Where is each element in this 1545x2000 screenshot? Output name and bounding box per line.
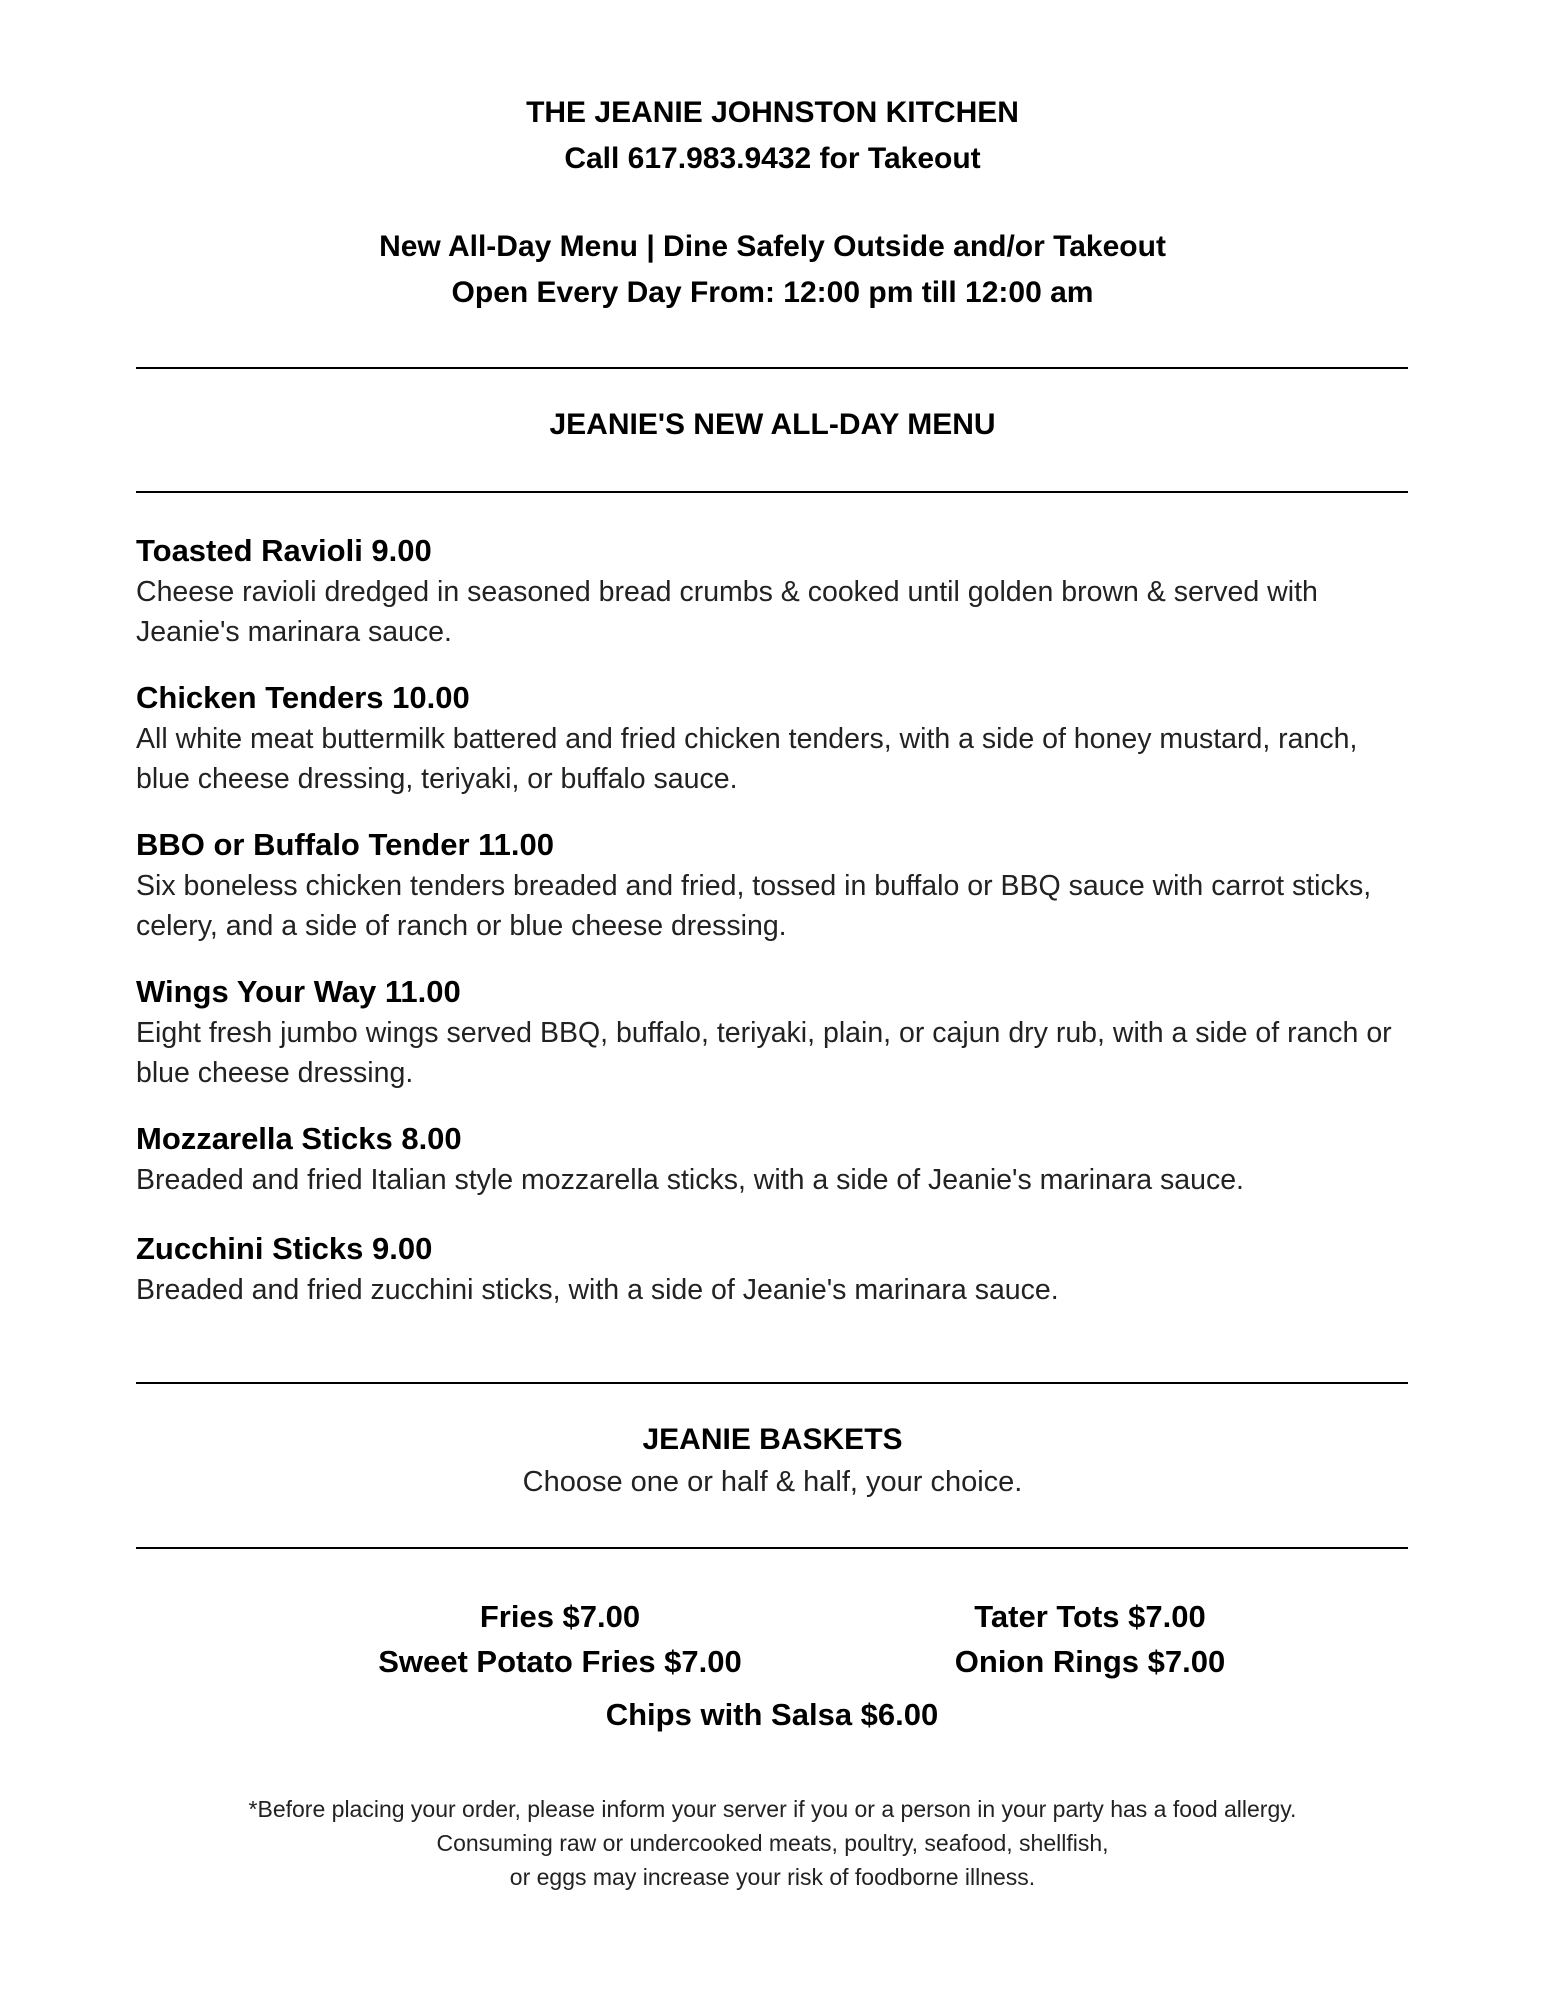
disclaimer-line: or eggs may increase your risk of foodborne illness.	[509, 1864, 1036, 1890]
menu-item-description: Cheese ravioli dredged in seasoned bread crumbs & cooked until golden brown & served with Jeanie's marinara sauce.	[136, 576, 1318, 648]
menu-item-name: BBO or Buffalo Tender 11.00	[136, 827, 555, 862]
menu-item-description: Breaded and fried Italian style mozzarella sticks, with a side of Jeanie's marinara sauce.	[136, 1164, 1244, 1196]
basket-fries: Fries $7.00	[479, 1599, 641, 1634]
disclaimer-line: *Before placing your order, please inform your server if you or a person in your party has a food allergy.	[248, 1796, 1297, 1822]
baskets-title: JEANIE BASKETS	[642, 1423, 903, 1456]
menu-item-name: Toasted Ravioli 9.00	[136, 533, 432, 568]
menu-item	[136, 1118, 1411, 1200]
divider	[136, 1547, 1408, 1549]
menu-item	[136, 1228, 1411, 1310]
restaurant-name: THE JEANIE JOHNSTON KITCHEN	[526, 96, 1019, 129]
disclaimer-line: Consuming raw or undercooked meats, poultry, seafood, shellfish,	[436, 1830, 1109, 1856]
menu-item-name: Chicken Tenders 10.00	[136, 680, 470, 715]
menu-item-description: All white meat buttermilk battered and fried chicken tenders, with a side of honey mustard, ranch, blue cheese dressing, teriyaki, or buffalo sauce.	[136, 723, 1358, 795]
divider	[136, 1382, 1408, 1384]
basket-onion-rings: Onion Rings $7.00	[954, 1644, 1226, 1679]
menu-item-description: Eight fresh jumbo wings served BBQ, buffalo, teriyaki, plain, or cajun dry rub, with a side of ranch or blue cheese dressing.	[136, 1017, 1392, 1089]
menu-item-name: Mozzarella Sticks 8.00	[136, 1121, 462, 1156]
menu-item	[136, 530, 1411, 652]
menu-item	[136, 677, 1411, 799]
menu-type-line: New All-Day Menu | Dine Safely Outside and/or Takeout	[379, 230, 1166, 263]
restaurant-header	[0, 90, 1545, 182]
menu-item	[136, 824, 1411, 946]
takeout-phone: Call 617.983.9432 for Takeout	[564, 142, 981, 175]
menu-items-list	[136, 530, 1411, 1335]
basket-chips-with-salsa: Chips with Salsa $6.00	[605, 1697, 939, 1732]
basket-sweet-potato-fries: Sweet Potato Fries $7.00	[378, 1644, 742, 1679]
opening-hours: Open Every Day From: 12:00 pm till 12:00 am	[451, 276, 1094, 309]
menu-item-description: Six boneless chicken tenders breaded and fried, tossed in buffalo or BBQ sauce with carrot sticks, celery, and a side of ranch or blue cheese dressing.	[136, 870, 1372, 942]
service-info	[0, 224, 1545, 316]
menu-item-description: Breaded and fried zucchini sticks, with a side of Jeanie's marinara sauce.	[136, 1274, 1059, 1306]
all-day-menu-title: JEANIE'S NEW ALL-DAY MENU	[549, 408, 996, 441]
menu-item-name: Zucchini Sticks 9.00	[136, 1231, 433, 1266]
menu-item	[136, 971, 1411, 1093]
menu-item-name: Wings Your Way 11.00	[136, 974, 461, 1009]
divider	[136, 491, 1408, 493]
allergy-disclaimer	[0, 1792, 1545, 1894]
basket-tater-tots: Tater Tots $7.00	[974, 1599, 1206, 1634]
divider	[136, 367, 1408, 369]
baskets-subtitle: Choose one or half & half, your choice.	[522, 1466, 1023, 1498]
